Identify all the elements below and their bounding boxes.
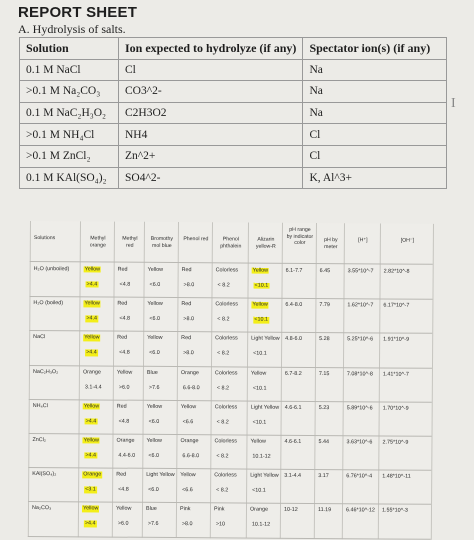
table-row	[20, 167, 447, 189]
indicator-range-cell: 10.1-12	[252, 453, 271, 460]
indicator-header-cell: Bromothy mol blue	[150, 235, 173, 249]
column-divider	[176, 222, 179, 538]
indicator-color-cell: Yellow	[252, 267, 269, 274]
ion-cell: NH4	[119, 124, 303, 146]
indicator-range-cell: 10.1-12	[251, 521, 271, 529]
indicator-table	[28, 221, 433, 540]
indicator-color-cell: Colorless	[214, 404, 238, 411]
ion-cell: Cl	[119, 59, 303, 81]
ph-meter-cell: 7.79	[319, 302, 330, 309]
oh-concentration-cell: 1.55*10^-3	[381, 507, 408, 515]
row-divider	[29, 433, 432, 437]
indicator-range-cell: >4.4	[86, 281, 98, 288]
indicator-range-cell: >4.4	[86, 349, 97, 356]
solution-label: NaCl	[33, 334, 46, 341]
row-divider	[28, 467, 431, 471]
solution-cell: 0.1 M NaC₂H₃O₂	[20, 102, 119, 124]
indicator-range-cell: < 8.2	[216, 419, 229, 426]
indicator-range-cell: < 8.2	[217, 282, 230, 289]
table-row	[20, 59, 447, 81]
indicator-range-cell: <4.8	[118, 486, 129, 493]
indicator-color-cell: Red	[117, 266, 128, 273]
indicator-color-cell: Colorless	[214, 438, 237, 445]
spectator-cell: Na	[303, 81, 447, 103]
column-divider	[378, 223, 381, 539]
indicator-color-cell: Yellow	[116, 369, 133, 376]
solution-label: H₂O (boiled)	[33, 300, 64, 307]
indicator-range-cell: <10.1	[252, 385, 267, 392]
indicator-range-cell: >8.0	[183, 316, 194, 323]
indicator-color-cell: Colorless	[215, 267, 239, 274]
indicator-range-cell: < 8.2	[217, 316, 230, 323]
column-divider	[28, 221, 31, 537]
table-row	[20, 124, 447, 146]
indicator-color-cell: Red	[116, 403, 127, 410]
indicator-range-cell: <10.1	[253, 350, 267, 358]
ph-range-cell: 6.4-8.0	[285, 301, 303, 309]
column-divider	[78, 221, 81, 537]
indicator-color-cell: Orange	[180, 369, 199, 376]
indicator-color-cell: Red	[181, 301, 192, 308]
indicator-range-cell: <6.0	[149, 316, 160, 323]
indicator-range-cell: <4.8	[118, 418, 130, 425]
indicator-color-cell: Blue	[145, 506, 157, 513]
indicator-color-cell: Light Yellow	[146, 472, 175, 479]
row-divider	[29, 399, 432, 403]
ph-range-cell: 4.6-6.1	[284, 438, 302, 445]
ph-meter-cell: 6.45	[319, 268, 331, 275]
indicator-color-cell: Light Yellow	[251, 335, 280, 343]
ion-cell: SO4^2-	[119, 167, 303, 189]
column-divider	[142, 222, 145, 538]
text-cursor-icon: I	[451, 96, 456, 111]
indicator-color-cell: Yellow	[147, 266, 164, 273]
spectator-cell: Cl	[303, 124, 447, 146]
indicator-color-cell: Colorless	[215, 301, 238, 308]
indicator-range-cell: 4.4-6.0	[118, 452, 136, 459]
indicator-range-cell: <6.0	[148, 418, 160, 425]
indicator-range-cell: < 8.2	[216, 487, 229, 494]
column-divider	[280, 223, 283, 539]
indicator-range-cell: >7.6	[147, 521, 159, 528]
indicator-color-cell: Yellow	[147, 301, 163, 308]
indicator-range-cell: <10.1	[254, 316, 268, 323]
indicator-color-cell: Red	[116, 471, 127, 478]
indicator-color-cell: Yellow	[83, 437, 99, 444]
col-ion-header: Ion expected to hydrolyze (if any)	[119, 38, 303, 60]
indicator-header-cell: Alizarin yellow-R	[255, 236, 276, 250]
spectator-cell: Na	[303, 102, 447, 124]
ph-range-cell: 6.7-8.2	[284, 370, 302, 377]
oh-concentration-cell: 6.17*10^-7	[383, 302, 410, 309]
indicator-header-cell: pH by meter	[324, 237, 338, 250]
column-divider	[314, 223, 317, 539]
oh-concentration-cell: 2.82*10^-8	[383, 268, 410, 275]
solution-label: ZnCl₂	[32, 437, 46, 444]
indicator-color-cell: Yellow	[252, 301, 268, 308]
indicator-header-cell: Solutions	[33, 235, 56, 242]
oh-concentration-cell: 1.70*10^-9	[382, 405, 409, 412]
indicator-color-cell: Yellow	[82, 505, 99, 512]
h-concentration-cell: 3.55*10^-7	[347, 268, 374, 275]
indicator-color-cell: Orange	[83, 471, 102, 478]
indicator-header-cell: Phenol phthalein	[220, 236, 242, 249]
solution-cell: 0.1 M KAl(SO₄)₂	[20, 167, 119, 189]
indicator-color-cell: Red	[181, 335, 192, 342]
ph-range-cell: 3.1-4.4	[284, 472, 302, 480]
ph-range-cell: 6.1-7.7	[285, 267, 303, 274]
indicator-range-cell: >4.4	[86, 315, 97, 322]
h-concentration-cell: 3.63*10^-6	[346, 439, 373, 446]
ion-cell: CO3^2-	[119, 81, 303, 103]
indicator-range-cell: >6.0	[118, 384, 130, 391]
indicator-range-cell: >8.0	[181, 521, 193, 528]
row-divider	[30, 261, 433, 265]
h-concentration-cell: 5.89*10^-6	[346, 405, 373, 412]
solution-label: NH₄Cl	[32, 402, 48, 409]
indicator-color-cell: Yellow	[84, 334, 100, 341]
h-concentration-cell: 6.76*10^-4	[346, 473, 373, 480]
row-divider	[29, 296, 432, 300]
indicator-range-cell: 3.1-4.4	[84, 383, 102, 391]
indicator-range-cell: >8.0	[183, 350, 194, 357]
h-concentration-cell: 7.08*10^-8	[346, 370, 373, 377]
indicator-header-cell: Phenol red	[183, 236, 209, 243]
indicator-color-cell: Yellow	[250, 370, 267, 377]
row-divider	[28, 536, 431, 540]
indicator-range-cell: 6.6-8.0	[182, 453, 200, 460]
indicator-range-cell: <6.0	[149, 350, 160, 357]
row-divider	[28, 501, 431, 505]
spectator-cell: K, Al^3+	[303, 167, 447, 189]
indicator-color-cell: Red	[181, 267, 192, 274]
solution-label: KAl(SO₄)₂	[32, 471, 57, 478]
oh-concentration-cell: 2.75*10^-9	[382, 439, 409, 446]
indicator-color-cell: Light Yellow	[250, 472, 279, 479]
indicator-range-cell: >4.4	[85, 452, 97, 459]
indicator-color-cell: Yellow	[83, 403, 100, 410]
column-divider	[342, 223, 345, 539]
indicator-color-cell: Yellow	[180, 472, 196, 479]
indicator-range-cell: 6.6-8.0	[182, 384, 200, 391]
indicator-range-cell: <10.1	[252, 419, 267, 426]
indicator-color-cell: Pink	[179, 506, 191, 513]
ph-meter-cell: 5.44	[318, 439, 329, 446]
section-title: A. Hydrolysis of salts.	[18, 22, 126, 36]
indicator-header-cell: Methyl orange	[89, 235, 106, 249]
oh-concentration-cell: 1.91*10^-9	[383, 336, 410, 344]
indicator-color-cell: Yellow	[84, 266, 101, 273]
ph-range-cell: 4.8-6.0	[285, 336, 302, 343]
indicator-range-cell: >10	[215, 521, 226, 528]
indicator-color-cell: Light Yellow	[250, 404, 280, 411]
indicator-color-cell: Red	[117, 300, 128, 307]
spectator-cell: Na	[303, 59, 447, 81]
indicator-color-cell: Red	[117, 335, 128, 342]
indicator-color-cell: Orange	[180, 438, 199, 445]
indicator-range-cell: <6.0	[148, 487, 159, 494]
ion-cell: C2H3O2	[119, 102, 303, 124]
solution-cell: >0.1 M ZnCl₂	[20, 145, 119, 167]
indicator-range-cell: >4.4	[84, 520, 96, 527]
indicator-color-cell: Yellow	[115, 505, 132, 513]
column-divider	[112, 222, 115, 538]
h-concentration-cell: 1.62*10^-7	[347, 302, 374, 309]
col-solution-header: Solution	[20, 38, 119, 60]
indicator-color-cell: Yellow	[180, 403, 197, 410]
sheet-title: REPORT SHEET	[18, 4, 138, 21]
indicator-range-cell: <6.0	[148, 452, 160, 459]
indicator-color-cell: Yellow	[84, 300, 100, 307]
indicator-header-cell: pH range by indicator color	[286, 226, 314, 246]
indicator-header-cell: [H⁺]	[358, 237, 368, 244]
solution-cell: >0.1 M NH₄Cl	[20, 124, 119, 146]
h-concentration-cell: 6.46*10^-12	[345, 507, 375, 514]
ph-meter-cell: 5.23	[318, 404, 330, 411]
indicator-range-cell: <6.6	[182, 418, 194, 425]
row-divider	[29, 330, 432, 334]
indicator-color-cell: Orange	[116, 437, 135, 444]
indicator-range-cell: >8.0	[183, 282, 195, 289]
indicator-color-cell: Yellow	[250, 438, 266, 445]
solution-label: H₂O (unboiled)	[33, 266, 70, 273]
indicator-color-cell: Colorless	[214, 369, 238, 377]
h-concentration-cell: 5.25*10^-6	[347, 336, 374, 343]
indicator-range-cell: <4.8	[119, 281, 131, 288]
ph-meter-cell: 7.15	[318, 370, 330, 377]
col-spectator-header: Spectator ion(s) (if any)	[303, 38, 447, 60]
row-divider	[29, 365, 432, 369]
indicator-color-cell: Colorless	[215, 335, 238, 342]
solution-label: Na₂CO₃	[31, 505, 52, 512]
indicator-range-cell: <3.1	[85, 486, 96, 493]
indicator-color-cell: Pink	[213, 506, 225, 513]
indicator-range-cell: <10.1	[254, 282, 269, 289]
indicator-range-cell: < 8.2	[216, 384, 230, 391]
indicator-color-cell: Yellow	[146, 437, 162, 444]
solution-label: NaC₂H₃O₂	[32, 368, 59, 375]
indicator-color-cell: Orange	[82, 368, 101, 376]
indicator-range-cell: <4.8	[119, 315, 130, 322]
hydrolysis-header-row	[20, 38, 447, 60]
indicator-color-cell: Yellow	[146, 403, 163, 410]
indicator-range-cell: <10.1	[252, 487, 266, 494]
oh-concentration-cell: 1.48*10^-11	[382, 473, 411, 480]
indicator-color-cell: Colorless	[214, 472, 237, 479]
indicator-range-cell: >4.4	[85, 418, 97, 425]
hydrolysis-table	[19, 37, 447, 189]
column-divider	[210, 222, 213, 538]
indicator-range-cell: <6.0	[149, 281, 161, 288]
column-divider	[431, 224, 434, 540]
indicator-color-cell: Orange	[249, 506, 268, 514]
indicator-range-cell: <6.6	[182, 487, 193, 494]
indicator-range-cell: >7.6	[148, 384, 160, 391]
table-row	[20, 102, 447, 124]
indicator-range-cell: < 8.2	[216, 453, 229, 460]
table-row	[20, 145, 447, 167]
ph-meter-cell: 3.17	[318, 473, 329, 480]
solution-cell: >0.1 M Na₂CO₃	[20, 81, 119, 103]
indicator-range-cell: >6.0	[117, 521, 129, 528]
indicator-color-cell: Yellow	[147, 335, 163, 342]
ph-meter-cell: 5.28	[319, 336, 330, 343]
ph-range-cell: 10-12	[283, 507, 298, 514]
indicator-header-cell: [OH⁻]	[400, 237, 415, 244]
solution-cell: 0.1 M NaCl	[20, 59, 119, 81]
spectator-cell: Cl	[303, 145, 447, 167]
table-row	[20, 81, 447, 103]
indicator-range-cell: <4.8	[119, 350, 130, 357]
oh-concentration-cell: 1.41*10^-7	[382, 371, 409, 378]
indicator-color-cell: Blue	[146, 369, 158, 376]
ion-cell: Zn^2+	[119, 145, 303, 167]
column-divider	[246, 223, 249, 539]
ph-range-cell: 4.6-6.1	[284, 404, 302, 411]
indicator-header-cell: Methyl red	[122, 235, 138, 249]
indicator-range-cell: < 8.2	[217, 350, 230, 357]
ph-meter-cell: 11.19	[317, 507, 332, 514]
